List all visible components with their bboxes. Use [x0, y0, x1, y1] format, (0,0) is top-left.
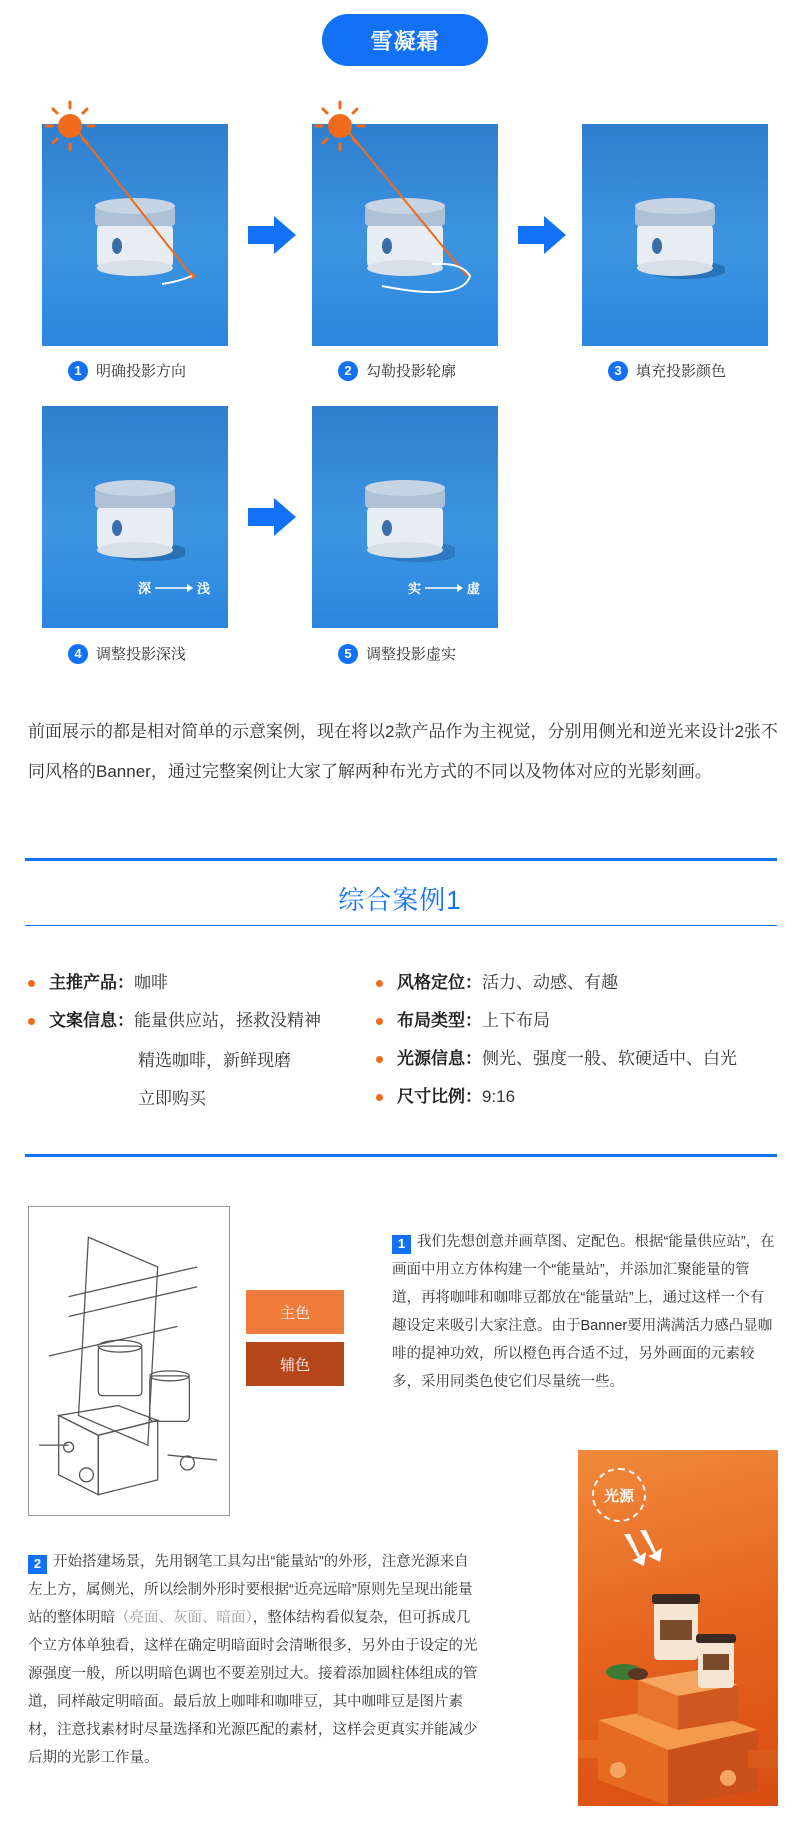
info-ratio — [376, 1084, 515, 1110]
bullet-dot — [376, 1018, 383, 1025]
sharpness-gradient-label — [408, 578, 480, 597]
intro-paragraph: 前面展示的都是相对简单的示意案例，现在将以2款产品作为主视觉，分别用侧光和逆光来设计2张不同风格的Banner，通过完整案例让大家了解两种布光方式的不同以及物体对应的光影刻画。 — [28, 722, 778, 781]
section-divider-bottom — [25, 925, 777, 926]
info-key: 文案信息： — [49, 1011, 134, 1030]
gradient-from: 实 — [408, 581, 422, 596]
jar-illustration — [625, 194, 725, 284]
step-paragraph-1 — [392, 1228, 778, 1396]
paragraph-number: 1 — [392, 1235, 411, 1254]
step-paragraph-2 — [28, 1548, 480, 1772]
info-value: 能量供应站，拯救没精神 — [134, 1011, 321, 1030]
arrow-right-icon — [248, 216, 296, 254]
paragraph-text: 我们先想创意并画草图、定配色。根据“能量供应站”，在画面中用立方体构建一个“能量站”，并添加汇聚能量的管道，再将咖啡和咖啡豆都放在“能量站”上，通过这样一个有趣设定来吸引大家注意。由于Banner要用满满活力感凸显咖啡的提神功效，所以橙色再合适不过，另外画面的元素较多，采用同类色使它们尽量统一些。 — [392, 1234, 775, 1390]
info-copy — [28, 1008, 321, 1034]
step-label: 明确投影方向 — [96, 363, 187, 380]
bullet-dot — [376, 1056, 383, 1063]
step-4-image — [42, 406, 228, 628]
info-product — [28, 970, 168, 996]
step-3-caption — [608, 360, 726, 381]
info-value: 上下布局 — [482, 1011, 550, 1030]
paragraph-text: 开始搭建场景，先用钢笔工具勾出“能量站”的外形，注意光源来自左上方，属侧光，所以绘制外形时要根据“近亮远暗”原则先呈现出能量站的整体明暗 — [28, 1554, 473, 1626]
step-4-caption — [68, 643, 186, 664]
coffee-banner-image — [578, 1450, 778, 1806]
info-layout — [376, 1008, 550, 1034]
paragraph-muted-text: （亮面、灰面、暗面） — [115, 1610, 253, 1626]
step-5-caption — [338, 643, 456, 664]
section-divider-top — [25, 858, 777, 861]
sun-icon — [44, 100, 96, 152]
shadow-direction-line — [42, 124, 228, 346]
info-value: 侧光、强度一般、软硬适中、白光 — [482, 1049, 737, 1068]
step-2-caption — [338, 360, 456, 381]
primary-color-swatch: 主色 — [246, 1290, 344, 1334]
step-number: 2 — [338, 361, 358, 381]
step-label: 调整投影深浅 — [96, 646, 187, 663]
step-2-image — [312, 124, 498, 346]
bullet-dot — [376, 980, 383, 987]
secondary-color-swatch: 辅色 — [246, 1342, 344, 1386]
depth-gradient-label — [138, 578, 210, 597]
info-key: 主推产品： — [49, 973, 134, 992]
bullet-dot — [28, 980, 35, 987]
info-light — [376, 1046, 737, 1072]
info-value: 活力、动感、有趣 — [482, 973, 618, 992]
step-number: 1 — [68, 361, 88, 381]
sketch-illustration — [29, 1207, 229, 1515]
light-source-badge: 光源 — [592, 1468, 646, 1522]
step-3-image — [582, 124, 768, 346]
paragraph-number: 2 — [28, 1555, 47, 1574]
info-value: 咖啡 — [134, 973, 168, 992]
energy-station-illustration — [578, 1570, 778, 1806]
step-1-caption — [68, 360, 186, 381]
step-label: 填充投影颜色 — [636, 363, 727, 380]
section-divider — [25, 1154, 777, 1157]
arrow-right-icon — [518, 216, 566, 254]
arrow-line-icon — [155, 583, 193, 593]
arrow-line-icon — [425, 583, 463, 593]
gradient-to: 虚 — [467, 581, 481, 596]
info-copy-line-2: 精选咖啡，新鲜现磨 — [138, 1051, 291, 1070]
step-number: 5 — [338, 644, 358, 664]
info-copy-line-3: 立即购买 — [138, 1089, 206, 1108]
page-title: 雪凝霜 — [322, 14, 488, 66]
info-key: 风格定位： — [397, 973, 482, 992]
info-key: 尺寸比例： — [397, 1087, 482, 1106]
jar-illustration — [355, 476, 455, 566]
gradient-from: 深 — [138, 581, 152, 596]
concept-sketch — [28, 1206, 230, 1516]
step-1-image — [42, 124, 228, 346]
step-number: 4 — [68, 644, 88, 664]
step-label: 调整投影虚实 — [366, 646, 457, 663]
info-key: 布局类型： — [397, 1011, 482, 1030]
jar-illustration — [85, 476, 185, 566]
bullet-dot — [28, 1018, 35, 1025]
step-number: 3 — [608, 361, 628, 381]
paragraph-text: ，整体结构看似复杂，但可拆成几个立方体单独看，这样在确定明暗面时会清晰很多，另外由于设定的光源强度一般，所以明暗色调也不要差别过大。接着添加圆柱体组成的管道，同样敲定明暗面。最后放上咖啡和咖啡豆，其中咖啡豆是图片素材，注意找素材时尽量选择和光源匹配的素材，这样会更真实并能减少后期的光影工作量。 — [28, 1610, 478, 1766]
step-5-image — [312, 406, 498, 628]
info-style — [376, 970, 618, 996]
arrow-right-icon — [248, 498, 296, 536]
gradient-to: 浅 — [197, 581, 211, 596]
bullet-dot — [376, 1094, 383, 1101]
sun-icon — [314, 100, 366, 152]
info-key: 光源信息： — [397, 1049, 482, 1068]
section-title: 综合案例1 — [338, 885, 462, 915]
step-label: 勾勒投影轮廓 — [366, 363, 457, 380]
info-value: 9:16 — [482, 1087, 516, 1106]
shadow-outline — [312, 124, 498, 346]
